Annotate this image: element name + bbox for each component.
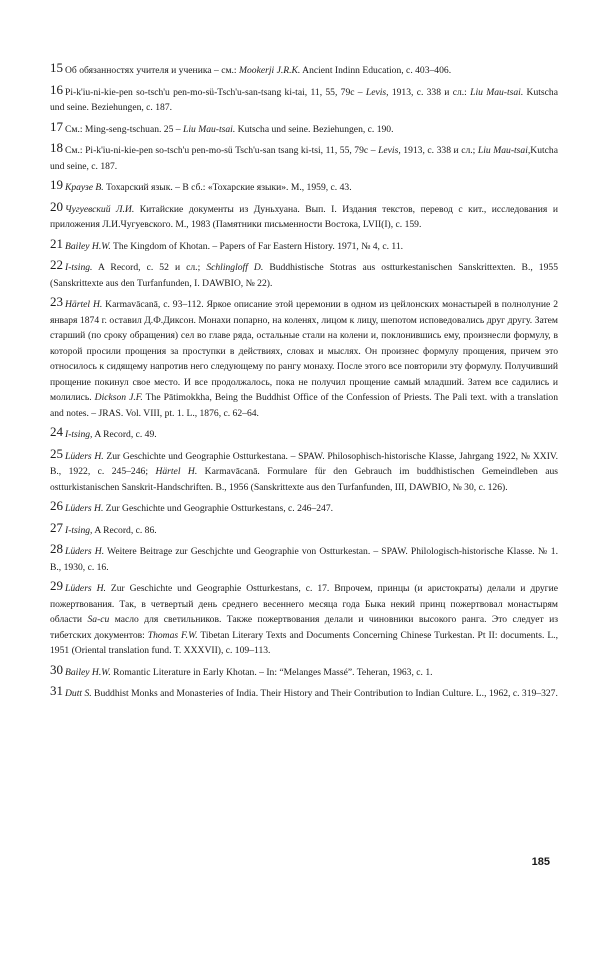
- footnote-author: Bailey H.W.: [65, 240, 111, 252]
- footnote-number: 25: [50, 445, 63, 461]
- footnote-author: Levis,: [365, 86, 389, 98]
- footnote-text: Pi-k'iu-ni-kie-pen so-tsch'u pen-mo-sü-Tsch'u-san-tsang ki-tai, 11, 55, 79c –: [65, 86, 366, 98]
- footnote-author: Liu Mau-tsai,: [477, 145, 531, 156]
- footnote-number: 24: [50, 424, 63, 439]
- footnote-text: The Pātimokkha, Being the Buddhist Office of the Confession of Priests. The Pali text. with a translation and notes. – JRAS. Vol. VIII, pt. 1. L., 1876, с. 62–64.: [50, 392, 559, 419]
- footnote-text: Karmavācanā. Formulare für den Gebrauch im buddhistischen Gemeindleben aus ostturkistanischen Sanskrit-Handschriften. B., 1956 (Sanskrittexte aus den Turfanfunden, III, DAWBIO, № 30, с. 126).: [50, 466, 558, 493]
- footnote-text: A Record, с. 86.: [92, 524, 157, 536]
- footnote-author: Thomas F.W.: [147, 629, 198, 641]
- footnote-24: [50, 424, 558, 443]
- footnote-author: I-tsing.: [65, 262, 93, 273]
- footnote-text: Kutscha und seine. Beziehungen, с. 190.: [235, 123, 394, 135]
- footnote-number: 28: [50, 541, 63, 556]
- footnote-27: [50, 520, 558, 539]
- footnote-21: [50, 236, 558, 255]
- footnote-number: 15: [50, 60, 63, 75]
- footnote-author: Liu Mau-tsai.: [183, 123, 236, 135]
- footnote-author: Sa-cu: [87, 614, 110, 625]
- footnote-author: Schlingloff D.: [206, 262, 264, 273]
- footnote-25: [50, 446, 558, 496]
- footnote-text: См.: Ming-seng-tschuan. 25 –: [65, 123, 183, 135]
- footnote-number: 29: [50, 578, 63, 593]
- footnote-text: Об обязанностях учителя и ученика – см.:: [65, 65, 239, 76]
- footnote-19: [50, 177, 558, 196]
- footnote-number: 23: [50, 294, 63, 309]
- footnote-author: Lüders H.: [65, 450, 104, 462]
- footnote-author: Dickson J.F.: [94, 392, 143, 403]
- footnote-text: масло для светильников. Также пожертвования делали и чиновники высокого ранга. Это следует из тибетских документов:: [50, 614, 559, 641]
- footnote-16: [50, 82, 558, 116]
- footnote-text: A Record, с. 52 и сл.;: [92, 262, 207, 273]
- footnote-text: Weitere Beitrage zur Geschjchte und Geographie von Ostturkestan. – SPAW. Philologisch-historische Klasse. № 1. B., 1930, с. 16.: [50, 546, 559, 573]
- footnote-number: 21: [50, 235, 63, 251]
- footnote-text: Zur Geschichte und Geographie Ostturkestans, с. 17. Впрочем, принцы (и аристократы) делали и другие пожертвования. Так, в четвертый день среднего весеннего месяца года Быка некий принц пожертвовал монастырям области: [50, 583, 558, 625]
- footnote-author: Mookerji J.R.K.: [239, 65, 301, 76]
- footnotes-list: [50, 60, 558, 705]
- footnote-text: A Record, с. 49.: [92, 429, 157, 440]
- footnote-author: Liu Mau-tsai.: [470, 86, 524, 98]
- footnote-number: 26: [50, 498, 63, 513]
- footnote-author: Bailey H.W.: [65, 666, 111, 678]
- footnote-22: [50, 257, 558, 291]
- footnote-text: Zur Geschichte und Geographie Ostturkestans, с. 246–247.: [103, 503, 334, 514]
- footnote-text: Zur Geschichte und Geographie Ostturkestana. – SPAW. Philosophisch-historische Klasse, Jahrgang 1922, № XXIV. B., 1922, с. 245–246;: [50, 450, 558, 477]
- footnote-number: 31: [50, 683, 63, 698]
- footnote-text: Tibetan Literary Texts and Documents Concerning Chinese Turkestan. Pt II: documents. L., 1951 (Oriental translation fund. T. XXXVII), с. 109–113.: [50, 629, 558, 656]
- footnote-text: Kutscha und seine. Beziehungen, с. 187.: [50, 86, 558, 113]
- footnote-author: Härtel H.: [65, 299, 103, 310]
- footnote-text: 1913, с. 338 и сл.;: [400, 145, 478, 156]
- footnote-text: Karmavācanā, с. 93–112. Яркое описание этой церемонии в одном из цейлонских монастырей в полнолуние 2 января 1874 г. оставил Д.Ф.Диксон. Монахи попарно, на коленях, лицом к лицу, шепотом исповедовались друг другу. Затем старший (по сроку обращения) сел во главе ряда, остальные стали на колени и, поклонившись ему, произнесли формулу, в которой просили прощения за проступки в действиях, словах и мыслях. Он произнес формулу прощения, причем это относилось к сидящему напротив него следующему по рангу монаху. После этого все повторили эту формулу. Получивший прощение покинул свое место. И все продолжалось, пока не получил прощение самый младший. Затем все садились и молились.: [50, 299, 558, 403]
- footnote-text: Китайские документы из Дуньхуана. Вып. I. Издания текстов, перевод с кит., исследования и приложения Л.И.Чугуевского. М., 1983 (Памятники письменности Востока, LVII(I), с. 159.: [50, 203, 558, 230]
- footnote-18: [50, 140, 558, 174]
- footnote-31: [50, 683, 558, 702]
- footnote-author: Краузе В.: [65, 182, 104, 193]
- footnote-number: 16: [50, 81, 63, 97]
- footnote-text: Buddhist Monks and Monasteries of India. Their History and Their Contribution to Indian Culture. L., 1962, с. 319–327.: [91, 688, 558, 699]
- footnote-30: [50, 662, 558, 681]
- footnote-author: Levis,: [378, 145, 401, 156]
- footnote-text: Ancient Indinn Education, с. 403–406.: [300, 65, 452, 76]
- footnote-number: 20: [50, 198, 63, 214]
- footnote-author: Dutt S.: [65, 688, 92, 699]
- footnote-text: 1913, с. 338 и сл.:: [388, 86, 471, 98]
- footnote-15: [50, 60, 558, 79]
- page-number: 185: [531, 856, 550, 868]
- footnote-29: [50, 578, 558, 659]
- footnote-number: 30: [50, 661, 63, 677]
- footnote-author: Lüders H.: [65, 503, 104, 514]
- footnote-text: Тохарский язык. – В сб.: «Тохарские языки». М., 1959, с. 43.: [103, 182, 352, 193]
- footnote-23: [50, 294, 558, 421]
- footnote-26: [50, 498, 558, 517]
- footnote-number: 17: [50, 118, 63, 134]
- footnote-author: Lüders H.: [65, 583, 106, 594]
- footnote-number: 27: [50, 519, 63, 535]
- footnote-text: The Kingdom of Khotan. – Papers of Far Eastern History. 1971, № 4, с. 11.: [110, 240, 404, 252]
- footnote-text: Kutcha und seine, с. 187.: [50, 145, 558, 172]
- footnote-author: Чугуевский Л.И.: [65, 203, 135, 215]
- footnote-20: [50, 199, 558, 233]
- footnote-17: [50, 119, 558, 138]
- footnote-number: 18: [50, 140, 63, 155]
- footnote-number: 19: [50, 177, 63, 192]
- footnote-text: Buddhistische Stotras aus ostturkestanischen Sanskrittexten. B., 1955 (Sanskrittexte aus den Turfanfunden, I. DAWBIO, № 22).: [50, 262, 558, 289]
- footnote-author: Härtel H.: [155, 466, 198, 477]
- footnote-text: См.: Pi-k'iu-ni-kie-pen so-tsch'u pen-mo-sü Tsch'u-san tsang ki-tsi, 11, 55, 79c –: [65, 145, 379, 156]
- footnote-author: I-tsing,: [65, 429, 93, 440]
- footnote-28: [50, 541, 558, 575]
- footnote-author: Lüders H.: [65, 546, 105, 557]
- footnote-number: 22: [50, 257, 63, 272]
- footnote-text: Romantic Literature in Early Khotan. – In: “Melanges Massé”. Teheran, 1963, с. 1.: [110, 666, 433, 678]
- footnote-author: I-tsing,: [65, 524, 93, 536]
